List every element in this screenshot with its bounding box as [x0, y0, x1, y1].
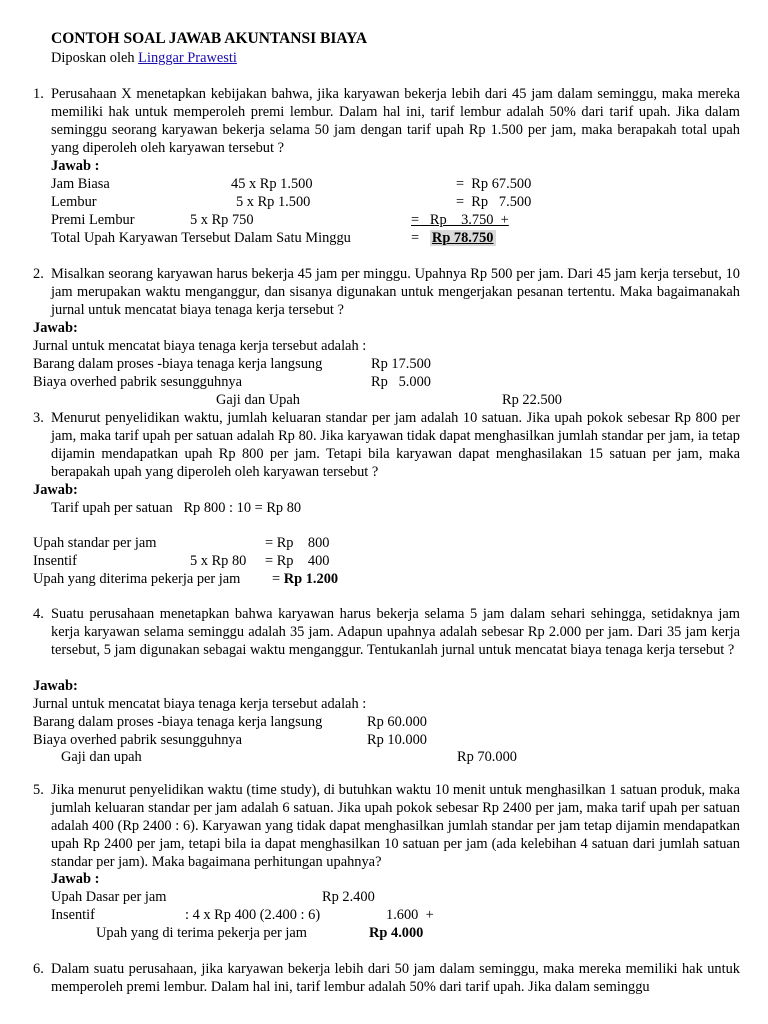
- answer-label: Jawab :: [51, 158, 100, 174]
- total-value: Rp 4.000: [369, 925, 424, 941]
- calc-expression: 45 x Rp 1.500: [231, 176, 313, 192]
- calc-expression: : 4 x Rp 400 (2.400 : 6): [185, 907, 321, 923]
- calc-result: 1.600 +: [386, 907, 434, 923]
- calc-label: Upah Dasar per jam: [51, 889, 167, 905]
- document-title: CONTOH SOAL JAWAB AKUNTANSI BIAYA: [51, 30, 368, 47]
- journal-credit: Rp 22.500: [502, 392, 562, 408]
- journal-debit: Rp 10.000: [367, 732, 427, 748]
- answer-label: Jawab:: [33, 678, 78, 694]
- calc-result: [411, 229, 496, 247]
- calc-expression: 5 x Rp 1.500: [236, 194, 311, 210]
- calc-result: = Rp 7.500: [456, 194, 532, 210]
- journal-account: Biaya overhed pabrik sesungguhnya: [33, 374, 243, 390]
- question-number: 2.: [33, 266, 44, 282]
- journal-debit: Rp 17.500: [371, 356, 431, 372]
- question-number: 1.: [33, 86, 44, 102]
- journal-account: Biaya overhed pabrik sesungguhnya: [33, 732, 243, 748]
- question-text: Misalkan seorang karyawan harus bekerja 45 jam per minggu. Upahnya Rp 500 per jam. Dari 45 jam kerja tersebut, 10 jam merupakan waktu menganggur, dan sisanya digunakan untuk mengerjakan pesanan tertentu. Maka bagaimanakah jurnal untuk mencatat biaya tenaga kerja tersebut ?: [51, 266, 740, 318]
- question-text: Perusahaan X menetapkan kebijakan bahwa, jika karyawan bekerja lebih dari 45 jam dalam seminggu, maka mereka memiliki hak untuk memperoleh premi lembur. Dalam hal ini, tarif lembur adalah 50% dari tarif upah. Jika dalam seminggu seorang karyawan bekerja selama 50 jam dengan tarif upah Rp 1.500 per jam, maka berapakah total upah yang diperoleh oleh karyawan tersebut ?: [51, 86, 740, 156]
- journal-debit: Rp 60.000: [367, 714, 427, 730]
- journal-debit: Rp 5.000: [371, 374, 431, 390]
- question-4: [33, 605, 740, 659]
- calc-expression: 5 x Rp 750: [190, 212, 254, 228]
- journal-account: Gaji dan upah: [61, 749, 142, 765]
- question-1: [33, 85, 740, 157]
- equals-sign: =: [411, 230, 420, 246]
- equals-sign: =: [411, 212, 420, 228]
- journal-intro: Jurnal untuk mencatat biaya tenaga kerja tersebut adalah :: [33, 696, 367, 712]
- question-number: 6.: [33, 961, 44, 977]
- total-value: Rp 78.750: [431, 230, 494, 246]
- question-text: Suatu perusahaan menetapkan bahwa karyawan harus bekerja selama 5 jam dalam sehari sehingga, setidaknya jam kerja karyawan selama seminggu adalah 35 jam. Adapun upahnya adalah sebesar Rp 2.000 per jam. Dari 35 jam kerja tersebut, 5 jam digunakan sebagai waktu menganggur. Tentukanlah jurnal untuk mencatat biaya tenaga kerja tersebut ?: [51, 606, 740, 658]
- calc-label: Insentif: [51, 907, 95, 923]
- calc-result: = Rp 67.500: [456, 176, 532, 192]
- answer-label: Jawab:: [33, 482, 78, 498]
- total-value: Rp 1.200: [283, 571, 339, 587]
- calc-result: [272, 570, 338, 588]
- calc-label: Upah yang di terima pekerja per jam: [96, 925, 307, 941]
- journal-account: Barang dalam proses -biaya tenaga kerja langsung: [33, 356, 323, 372]
- journal-credit: Rp 70.000: [457, 749, 517, 765]
- journal-account: Gaji dan Upah: [216, 392, 300, 408]
- question-5: [33, 781, 740, 871]
- author-link[interactable]: Linggar Prawesti: [138, 50, 237, 66]
- equals-sign: =: [272, 571, 284, 587]
- answer-label: Jawab:: [33, 320, 78, 336]
- question-number: 4.: [33, 606, 44, 622]
- rate-per-unit: Tarif upah per satuan Rp 800 : 10 = Rp 80: [51, 500, 302, 516]
- calc-label: Total Upah Karyawan Tersebut Dalam Satu Minggu: [51, 230, 351, 246]
- calc-label: Upah yang diterima pekerja per jam: [33, 571, 241, 587]
- journal-intro: Jurnal untuk mencatat biaya tenaga kerja tersebut adalah :: [33, 338, 367, 354]
- question-text: Menurut penyelidikan waktu, jumlah keluaran standar per jam adalah 10 satuan. Jika upah pokok sebesar Rp 800 per jam, maka tarif upah per satuan adalah Rp 80. Jika karyawan tidak dapat menghasilkan jumlah standar per jam, ia tetap dijamin mendapatkan upah Rp 800 per jam. Tetapi bila karyawan dapat menghasilakan 15 satuan per jam, maka berapakah upah yang diperoleh oleh karyawan tersebut ?: [51, 410, 740, 480]
- calc-expression: 5 x Rp 80: [190, 553, 247, 569]
- question-text: Jika menurut penyelidikan waktu (time study), di butuhkan waktu 10 menit untuk menghasilkan 1 satuan produk, maka jumlah keluaran standar per jam adalah 6 satuan. Jika upah pokok sebesar Rp 2400 per jam, maka tarif upah per satuan adalah 400 (Rp 2400 : 6). Karyawan yang tidak dapat menghasilkan jumlah standar per jam tetap dijamin mendapatkan upah Rp 2400 per jam, tetapi bila ia dapat menghasilkan 10 satuan per jam (ada kelebihan 4 satuan dari jumlah satuan standar per jam). Maka bagaimana perhitungan upahnya?: [51, 782, 740, 870]
- question-6: [33, 960, 740, 996]
- question-text: Dalam suatu perusahaan, jika karyawan bekerja lebih dari 50 jam dalam seminggu, maka mereka memiliki hak untuk memperoleh premi lembur. Dalam hal ini, tarif lembur adalah 50% dari tarif upah. Jika dalam seminggu: [51, 961, 740, 995]
- calc-label: Insentif: [33, 553, 77, 569]
- question-number: 3.: [33, 410, 44, 426]
- posted-by-label: Diposkan oleh: [51, 50, 135, 66]
- question-3: [33, 409, 740, 481]
- question-2: [33, 265, 740, 319]
- calc-label: Premi Lembur: [51, 212, 135, 228]
- calc-label: Upah standar per jam: [33, 535, 157, 551]
- calc-result: Rp 2.400: [322, 889, 375, 905]
- answer-label: Jawab :: [51, 871, 100, 887]
- calc-label: Jam Biasa: [51, 176, 110, 192]
- calc-result: = Rp 800: [265, 535, 330, 551]
- calc-result: [411, 211, 509, 229]
- journal-account: Barang dalam proses -biaya tenaga kerja langsung: [33, 714, 323, 730]
- question-number: 5.: [33, 782, 44, 798]
- calc-label: Lembur: [51, 194, 97, 210]
- calc-value: Rp 3.750 +: [429, 212, 509, 228]
- byline: [51, 49, 237, 67]
- calc-result: = Rp 400: [265, 553, 330, 569]
